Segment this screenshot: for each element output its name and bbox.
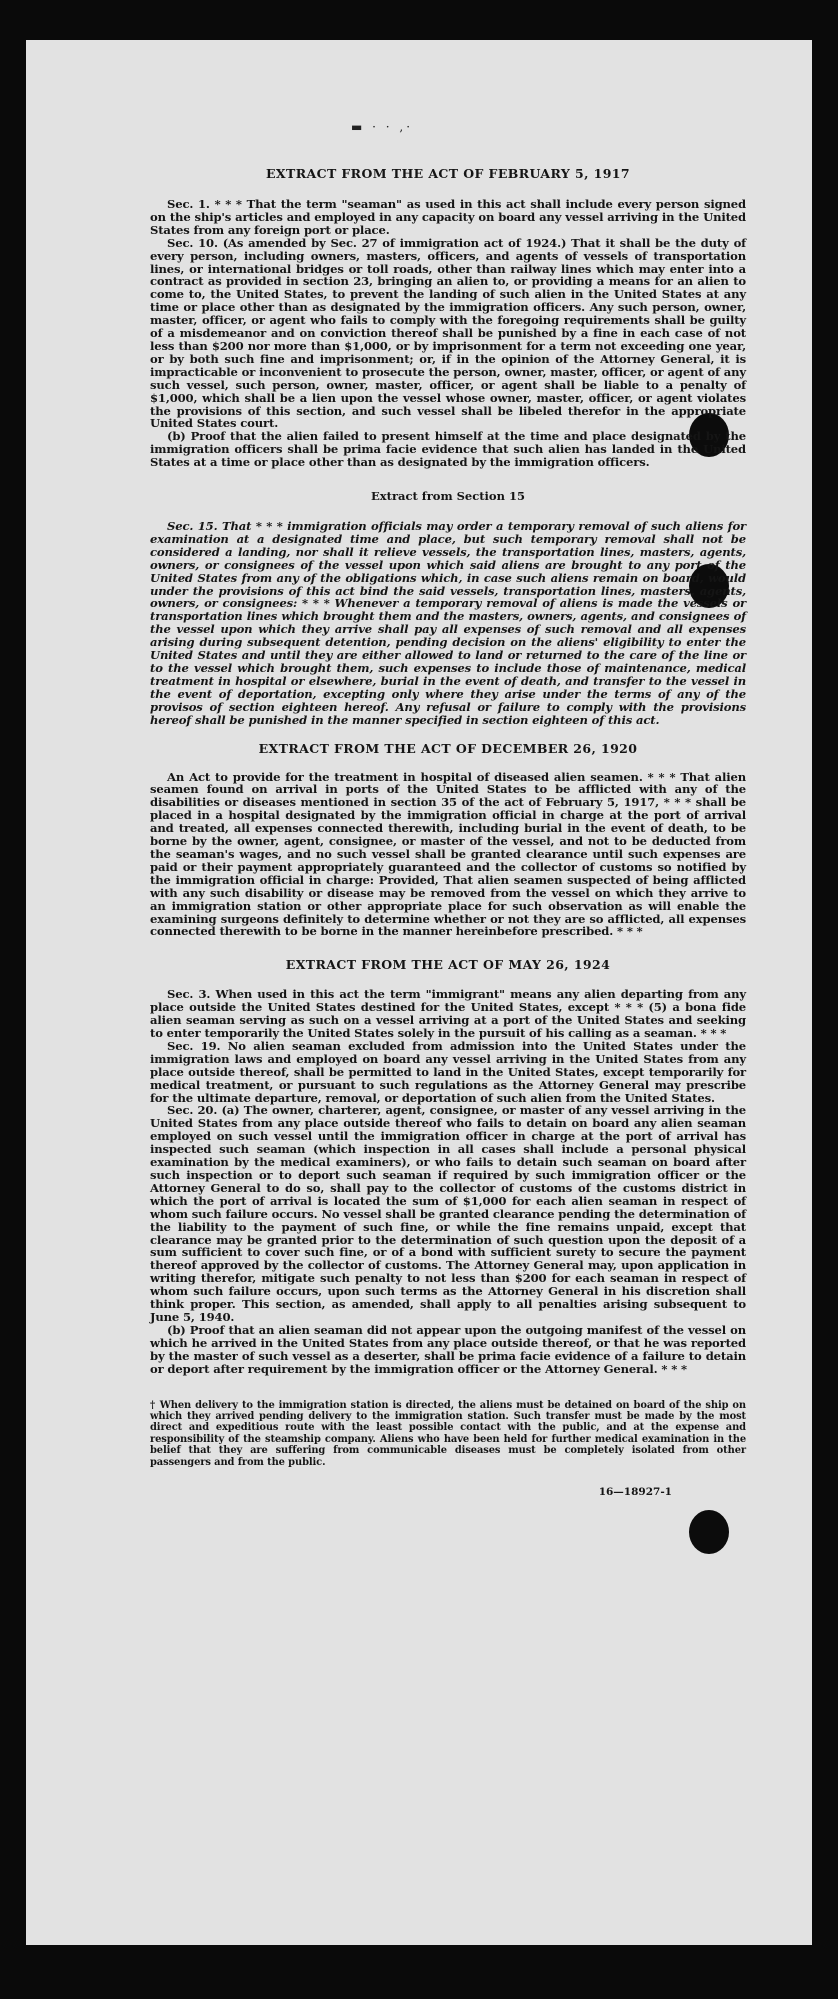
heading-act-1917: EXTRACT FROM THE ACT OF FEBRUARY 5, 1917	[265, 166, 630, 181]
section-1920	[150, 771, 746, 939]
paragraph: Sec. 3. When used in this act the term "immigrant" means any alien departing from any place outside the United States destined for the United States, except * * * (5) a bona fide alien seaman serving as such on a vessel arriving at a port of the United States and seeking to enter temporarily the United States solely in the pursuit of his calling as a seaman. * * *	[150, 987, 746, 1041]
punch-hole	[689, 1510, 729, 1554]
footnote: † When delivery to the immigration station is directed, the aliens must be detained on board of the ship on which they arrived pending delivery to the immigration station. Such transfer must be made by the most direct and expeditious route with the least possible contact with the public, and at the expense and responsibility of the steamship company. Aliens who have been held for further medical examination in the belief that they are suffering from communicable diseases must be completely isolated from other passengers and from the public.	[150, 1399, 746, 1468]
section-1917	[150, 198, 746, 469]
paragraph: Sec. 19. No alien seaman excluded from admission into the United States under the immigration laws and employed on board any vessel arriving in the United States from any place outside thereof, shall be permitted to land in the United States, except temporarily for medical treatment, or pursuant to such regulations as the Attorney General may prescribe for the ultimate departure, removal, or deportation of such alien from the United States.	[150, 1038, 746, 1105]
scan-specks: ▬ · · ,·	[351, 120, 414, 134]
document-page	[26, 40, 812, 1945]
paragraph: An Act to provide for the treatment in hospital of diseased alien seamen. * * * That alien seamen found on arrival in ports of the United States to be afflicted with any of the disabilities or diseases mentioned in section 35 of the act of February 5, 1917, * * * shall be placed in a hospital designated by the immigration official in charge at the port of arrival and treated, all expenses connected therewith, including burial in the event of death, to be borne by the owner, agent, consignee, or master of the vessel, and not to be deducted from the seaman's wages, and no such vessel shall be granted clearance until such expenses are paid or their payment appropriately guaranteed and the collector of customs so notified by the immigration official in charge: Provided, That alien seamen suspected of being afflicted with any such disability or disease may be removed from the vessel on which they arrive to an immigration station or other appropriate place for such observation as will enable the examining surgeons definitely to determine whether or not they are so afflicted, all expenses connected therewith to be borne in the manner hereinbefore prescribed. * * *	[150, 769, 746, 939]
paragraph: (b) Proof that the alien failed to present himself at the time and place designated by the immigration officers shall be prima facie evidence that such alien has landed in the United States at a time or place other than as designated by the immigration officers.	[150, 429, 746, 470]
heading-section-15: Extract from Section 15	[371, 489, 525, 504]
paragraph: (b) Proof that an alien seaman did not appear upon the outgoing manifest of the vessel on which he arrived in the United States from any place outside thereof, or that he was reported by the master of such vessel as a deserter, shall be prima facie evidence of a failure to detain or deport after requirement by the immigration officer or the Attorney General. * * *	[150, 1322, 746, 1376]
form-number: 16—18927-1	[598, 1485, 672, 1498]
paragraph: Sec. 10. (As amended by Sec. 27 of immigration act of 1924.) That it shall be the duty of every person, including owners, masters, officers, and agents of vessels of transportation lines, or international bridges or toll roads, other than railway lines which may enter into a contract as provided in section 23, bringing an alien to, or providing a means for an alien to come to, the United States, to prevent the landing of such alien in the United States at any time or place other than as designated by the immigration officers. Any such person, owner, master, officer, or agent who fails to comply with the foregoing requirements shall be guilty of a misdemeanor and on conviction thereof shall be punished by a fine in each case of not less than $200 nor more than $1,000, or by imprisonment for a term not exceeding one year, or by both such fine and imprisonment; or, if in the opinion of the Attorney General, it is impracticable or inconvenient to prosecute the person, owner, master, officer, or agent of any such vessel, such person, owner, master, officer, or agent shall be liable to a penalty of $1,000, which shall be a lien upon the vessel whose owner, master, officer, or agent violates the provisions of this section, and such vessel shall be libeled therefor in the appropriate United States court.	[150, 235, 746, 431]
heading-act-1924: EXTRACT FROM THE ACT OF MAY 26, 1924	[285, 957, 611, 973]
paragraph: Sec. 1. * * * That the term "seaman" as used in this act shall include every person signed on the ship's articles and employed in any capacity on board any vessel arriving in the United States from any foreign port or place.	[150, 197, 746, 237]
section-15-extract	[150, 520, 746, 727]
document-body	[150, 166, 746, 1498]
section-1924	[150, 988, 746, 1375]
paragraph: Sec. 15. That * * * immigration officials may order a temporary removal of such aliens for examination at a designated time and place, but such temporary removal shall not be considered a landing, nor shall it relieve vessels, the transportation lines, masters, agents, owners, or consignees of the vessel upon which said aliens are brought to any port of the United States from any of the obligations which, in case such aliens remain on board, would under the provisions of this act bind the said vessels, transportation lines, masters, agents, owners, or consignees: * * * Whenever a temporary removal of aliens is made the vessels or transportation lines which brought them and the masters, owners, agents, and consignees of the vessel upon which they arrive shall pay all expenses of such removal and all expenses arising during subsequent detention, pending decision on the aliens' eligibility to enter the United States and until they are either allowed to land or returned to the care of the line or to the vessel which brought them, such expenses to include those of maintenance, medical treatment in hospital or elsewhere, burial in the event of death, and transfer to the vessel in the event of deportation, excepting only where they arise under the terms of any of the provisos of section eighteen hereof. Any refusal or failure to comply with the provisions hereof shall be punished in the manner specified in section eighteen of this act.	[150, 519, 746, 727]
heading-act-1920: EXTRACT FROM THE ACT OF DECEMBER 26, 1920	[258, 740, 638, 756]
paragraph: Sec. 20. (a) The owner, charterer, agent, consignee, or master of any vessel arriving in the United States from any place outside thereof who fails to detain on board any alien seaman employed on such vessel until the immigration officer in charge at the port of arrival has inspected such seaman (which inspection in all cases shall include a personal physical examination by the medical examiners), or who fails to detain such seaman on board after such inspection or to deport such seaman if required by such immigration officer or the Attorney General to do so, shall pay to the collector of customs of the customs district in which the port of arrival is located the sum of $1,000 for each alien seaman in respect of whom such failure occurs. No vessel shall be granted clearance pending the determination of the liability to the payment of such fine, or while the fine remains unpaid, except that clearance may be granted prior to the determination of such question upon the deposit of a sum sufficient to cover such fine, or of a bond with sufficient surety to secure the payment thereof approved by the collector of customs. The Attorney General may, upon application in writing therefor, mitigate such penalty to not less than $200 for each seaman in respect of whom such failure occurs, upon such terms as the Attorney General in his discretion shall think proper. This section, as amended, shall apply to all penalties arising subsequent to June 5, 1940.	[150, 1103, 746, 1324]
